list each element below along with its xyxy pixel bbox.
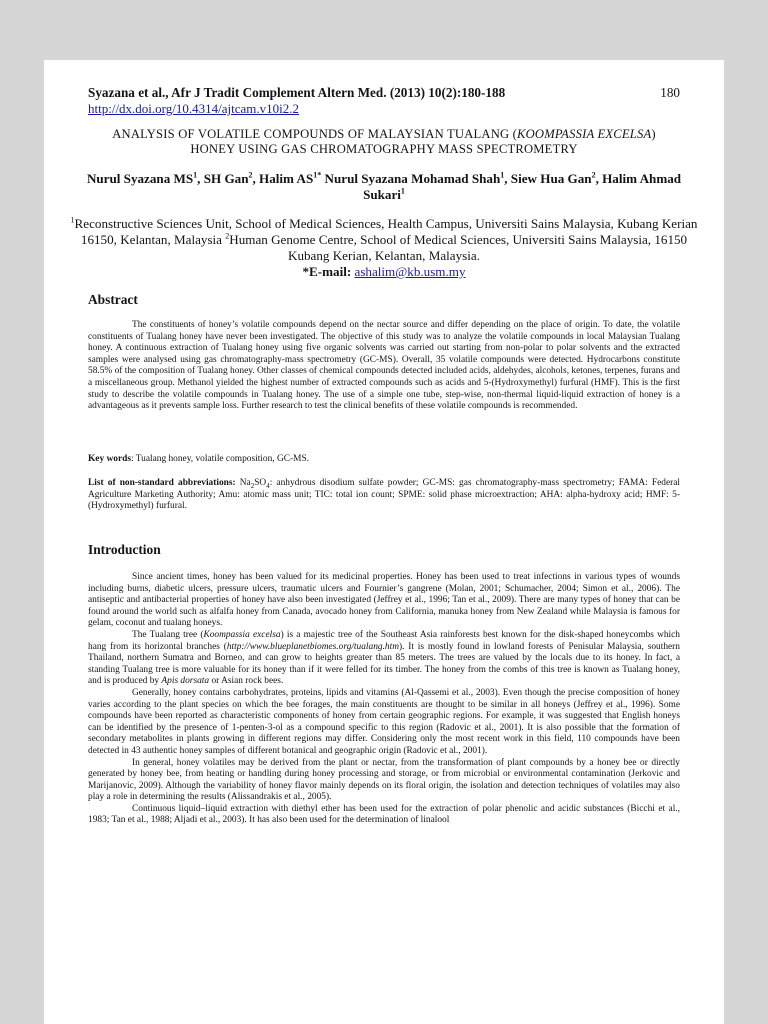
author: Nurul Syazana Mohamad Shah — [321, 171, 501, 186]
author-sup: 2 — [248, 170, 253, 180]
p2-url[interactable]: http://www.blueplanetbiomes.org/tualang.htm — [226, 641, 399, 652]
abstract-paragraph: The constituents of honey’s volatile compounds depend on the nectar source and differ depending on the place of origin. To date, the volatile constituents of Tualang honey have never been investigated. The objective of this study was to analyze the volatile compounds in local Malaysian Tualang honey. A continuous extraction of Tualang honey using five organic solvents was carried out starting from non-polar to polar solvents and the extracted samples were analysed using gas chromatography-mass spectrometry (GC-MS). Overall, 35 volatile compounds were detected. Hydrocarbons constitute 58.5% of the composition of Tualang honey. Other classes of chemical compounds detected included acids, aldehydes, alcohols, ketones, terpenes, furans and a miscellaneous group. Methanol yielded the highest number of extracted compounds such as acids and 5-(Hydroxymethyl) furfural (HMF). This is the first study to describe the volatile compounds in Tualang honey. The use of a simple one tube, step-wise, non-thermal liquid-liquid extraction of honey is a advantageous as it prevents sample loss. Further research to test the clinical benefits of these volatile compounds is recommended. — [88, 320, 680, 412]
author-sup: 1 — [193, 170, 198, 180]
intro-paragraph: Since ancient times, honey has been valued for its medicinal properties. Honey has been used to treat infections in various types of wounds including burns, diabetic ulcers, pressure ulcers, traumatic ulcers and Fournier’s gangrene (Molan, 2001; Schumacher, 2004; Simon et al., 2006). The antiseptic and antibacterial properties of honey have also been investigated (Jeffrey et al., 1996; Tan et al., 2009). There are many types of honey that can be found around the world such as alfalfa honey from Canada, avocado honey from California, manuka honey from New Zealand while Malaysia is famous for gelam, coconut and tualang honeys. — [88, 572, 680, 629]
abstract-body — [88, 320, 680, 413]
affil-sup: 2 — [225, 231, 230, 241]
abbr-label: List of non-standard abbreviations: — [88, 478, 236, 488]
intro-paragraph: Generally, honey contains carbohydrates, proteins, lipids and vitamins (Al-Qassemi et al., 2003). Even though the precise composition of honey varies according to the plant species on which the bee forages, the main constituents are thought to be similar in all honeys (Jeffrey et al., 1996). Some compounds have been reported as characteristic components of honey from certain geographic regions. For example, it was suggested that English honeys can be identified by the presence of 1-penten-3-ol as a compound specific to this region (Radovic et al., 2001). It is also possible that the formation of secondary metabolites in plants growing in different regions may differ. Considering only the most recent work in this field, 110 compounds have been detected in 43 authentic honey samples of different botanical and geographic origin (Radovic et al., 2001). — [88, 687, 680, 756]
article-title — [60, 127, 708, 157]
p2-species: Koompassia excelsa — [203, 629, 281, 640]
author: , Halim Ahmad Sukari — [363, 171, 682, 202]
affil-sup: 1 — [70, 215, 75, 225]
introduction-body — [88, 572, 680, 827]
intro-paragraph: Continuous liquid–liquid extraction with diethyl ether has been used for the extraction of polar phenolic and acidic substances (Bicchi et al., 1983; Tan et al., 1988; Aljadi et al., 2003). It has also been used for the determination of linalool — [88, 803, 680, 826]
keywords-label: Key words — [88, 454, 131, 464]
citation-line: Syazana et al., Afr J Tradit Complement Altern Med. (2013) 10(2):180-188 — [88, 85, 506, 100]
abbreviations — [88, 478, 680, 513]
abstract-heading: Abstract — [88, 292, 138, 307]
p2-text: or Asian rock bees. — [209, 676, 284, 687]
title-text: ANALYSIS OF VOLATILE COMPOUNDS OF MALAYSIAN TUALANG ( — [112, 127, 518, 141]
running-header — [88, 84, 680, 101]
intro-paragraph: In general, honey volatiles may be derived from the plant or nectar, from the transformation of plant compounds by a honey bee or directly generated by honey bee, from heating or handling during honey processing and storage, or from microbial or environmental contamination (Jerkovic and Marijanovic, 2009). Although the variability of honey flavor mainly depends on its floral origin, the isolation and detection techniques of volatiles may also play a role in determining the results (Alissandrakis et al., 2005). — [88, 757, 680, 803]
affiliation-2: Human Genome Centre, School of Medical Sciences, Universiti Sains Malaysia, 16150 Kubang Kerian, Kelantan, Malaysia. — [229, 232, 688, 263]
email-label: *E-mail: — [302, 264, 355, 279]
author: , SH Gan — [197, 171, 249, 186]
doi-link[interactable]: http://dx.doi.org/10.4314/ajtcam.v10i2.2 — [88, 101, 299, 116]
p2-species: Apis dorsata — [161, 676, 210, 687]
introduction-heading: Introduction — [88, 542, 161, 557]
affiliation-1: Reconstructive Sciences Unit, School of Medical Sciences, Health Campus, Universiti Sains Malaysia, Kubang Kerian 16150, Kelantan, Malaysia — [74, 216, 698, 247]
intro-paragraph — [88, 630, 680, 688]
abbr-text: SO — [254, 478, 267, 488]
author: , Halim AS — [252, 171, 314, 186]
author-list — [80, 171, 688, 203]
author: Nurul Syazana MS — [86, 171, 194, 186]
p2-text: ). It is mostly found in lowland forests of Penisular Malaysia, southern Thailand, northern Sumatra and Borneo, and can grow to heights greater than 85 meters. The trees are valued by the locals due to its honey. In fact, a standing Tualang tree is more valuable for its honey than if it were felled for its timber. The honey from the combs of this tree is known as Tualang honey, and is produced by — [88, 641, 680, 687]
author-sup: 1 — [500, 170, 505, 180]
abbr-sub: 2 — [250, 481, 255, 490]
author-sup: 1* — [313, 170, 322, 180]
abbr-sub: 4 — [266, 481, 270, 490]
author-sup: 1 — [400, 186, 405, 196]
affiliations — [70, 216, 698, 280]
page-number: 180 — [660, 85, 680, 100]
abbr-text: Na — [235, 478, 251, 488]
author-sup: 2 — [591, 170, 596, 180]
p2-text: ) is a majestic tree of the Southeast Asia rainforests best known for the disk-shaped honeycombs which hang from its horizontal branches ( — [88, 629, 680, 652]
keywords-text: : Tualang honey, volatile composition, GC-MS. — [130, 454, 310, 464]
title-line-2: HONEY USING GAS CHROMATOGRAPHY MASS SPECTROMETRY — [190, 142, 578, 156]
p2-text: The Tualang tree ( — [132, 629, 204, 640]
keywords — [88, 454, 680, 466]
title-text-end: ) — [651, 127, 656, 141]
title-species: KOOMPASSIA EXCELSA — [517, 127, 652, 141]
email-link[interactable]: ashalim@kb.usm.my — [354, 264, 466, 279]
abbr-text: : anhydrous disodium sulfate powder; GC-MS: gas chromatography-mass spectrometry; FAMA: Federal Agriculture Marketing Authority; Amu: atomic mass unit; TIC: total ion count; SPME: solid phase microextraction; AHA: alpha-hydroxy acid; HMF: 5-(Hydroxymethyl) furfural. — [88, 478, 680, 512]
author: , Siew Hua Gan — [504, 171, 592, 186]
